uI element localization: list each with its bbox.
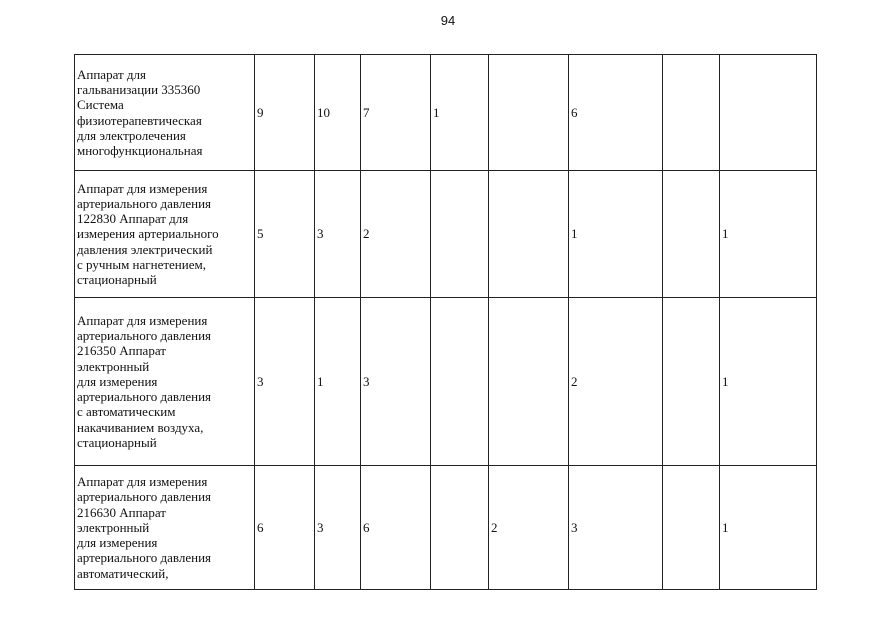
value-cell: 5: [255, 171, 315, 298]
value-cell: 3: [361, 298, 431, 466]
value-cell: 2: [489, 466, 569, 590]
value-cell: [663, 298, 720, 466]
name-line: многофункциональная: [77, 142, 203, 158]
name-line: для измерения: [77, 535, 158, 551]
value-cell: 6: [361, 466, 431, 590]
name-line: 122830 Аппарат для: [77, 211, 189, 227]
value-cell: [489, 298, 569, 466]
name-line: с автоматическим: [77, 404, 176, 420]
value-cell: 7: [361, 55, 431, 171]
name-line: измерения артериального: [77, 226, 219, 242]
page-number: 94: [440, 13, 456, 28]
table-row: [75, 171, 817, 298]
name-line: для измерения: [77, 373, 158, 389]
value-cell: 3: [315, 466, 361, 590]
name-line: Система: [77, 97, 124, 113]
equipment-name-cell: [75, 298, 255, 466]
value-cell: [663, 171, 720, 298]
value-cell: 1: [720, 171, 817, 298]
name-line: накачиванием воздуха,: [77, 419, 204, 435]
name-line: артериального давления: [77, 195, 212, 211]
value-cell: 1: [720, 466, 817, 590]
table-row: [75, 298, 817, 466]
value-cell: 3: [255, 298, 315, 466]
value-cell: [431, 171, 489, 298]
name-line: давления электрический: [77, 241, 213, 257]
value-cell: 1: [431, 55, 489, 171]
value-cell: [431, 466, 489, 590]
name-line: электронный: [77, 358, 150, 374]
value-cell: 2: [569, 298, 663, 466]
name-line: с ручным нагнетением,: [77, 256, 206, 272]
value-cell: [489, 171, 569, 298]
value-cell: [431, 298, 489, 466]
name-line: стационарный: [77, 272, 157, 287]
equipment-name-cell: [75, 466, 255, 590]
value-cell: [720, 55, 817, 171]
name-line: Аппарат для: [77, 66, 147, 82]
name-line: гальванизации 335360: [77, 82, 201, 98]
value-cell: 3: [315, 171, 361, 298]
value-cell: 1: [569, 171, 663, 298]
value-cell: 6: [255, 466, 315, 590]
table-row: [75, 55, 817, 171]
value-cell: 10: [315, 55, 361, 171]
value-cell: 1: [315, 298, 361, 466]
name-line: 216630 Аппарат: [77, 504, 166, 520]
name-line: 216350 Аппарат: [77, 343, 166, 359]
table-body: [75, 55, 817, 590]
table-row: [75, 466, 817, 590]
value-cell: 9: [255, 55, 315, 171]
name-line: артериального давления: [77, 389, 212, 405]
equipment-name-cell: [75, 55, 255, 171]
name-line: автоматический,: [77, 565, 169, 581]
equipment-name-cell: [75, 171, 255, 298]
value-cell: 2: [361, 171, 431, 298]
name-line: артериального давления: [77, 550, 212, 566]
value-cell: 3: [569, 466, 663, 590]
name-line: для электролечения: [77, 127, 186, 143]
name-line: Аппарат для измерения: [77, 313, 208, 329]
value-cell: 1: [720, 298, 817, 466]
equipment-table: [74, 54, 817, 590]
value-cell: [663, 55, 720, 171]
name-line: Аппарат для измерения: [77, 180, 208, 196]
name-line: Аппарат для измерения: [77, 474, 208, 490]
value-cell: [489, 55, 569, 171]
name-line: физиотерапевтическая: [77, 112, 202, 128]
name-line: стационарный: [77, 434, 157, 450]
name-line: артериального давления: [77, 489, 212, 505]
name-line: артериального давления: [77, 328, 212, 344]
name-line: электронный: [77, 519, 150, 535]
value-cell: [663, 466, 720, 590]
value-cell: 6: [569, 55, 663, 171]
